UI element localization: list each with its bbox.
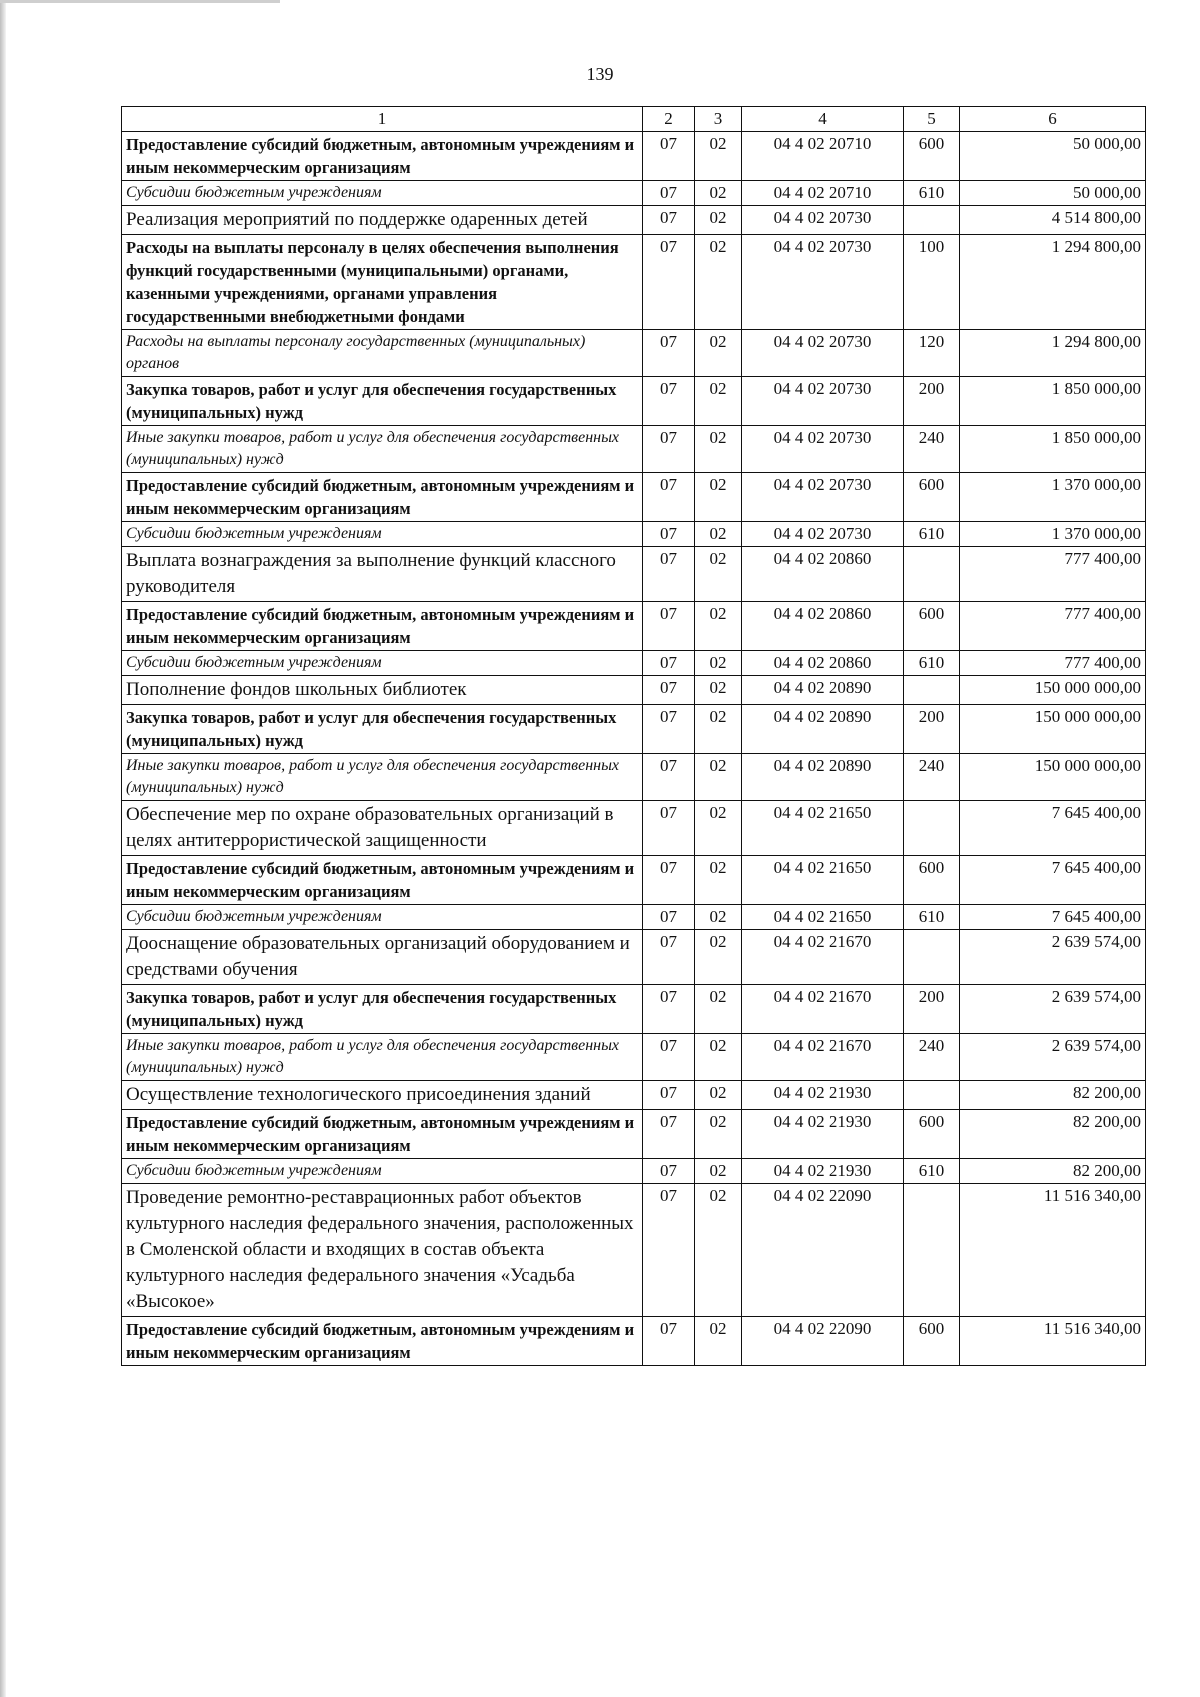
row-section-cell: 07 (643, 754, 695, 801)
row-section-cell: 07 (643, 676, 695, 705)
row-name-cell: Субсидии бюджетным учреждениям (122, 1159, 643, 1184)
table-row (122, 426, 1146, 473)
row-expense-type-cell (904, 547, 960, 602)
row-subsection-cell: 02 (695, 1317, 742, 1366)
row-section-cell: 07 (643, 1317, 695, 1366)
row-name-cell: Предоставление субсидий бюджетным, автономным учреждениям и иным некоммерческим организациям (122, 602, 643, 651)
row-target-code-cell: 04 4 02 20890 (742, 754, 904, 801)
row-subsection-cell: 02 (695, 651, 742, 676)
table-row (122, 651, 1146, 676)
row-section-cell: 07 (643, 1110, 695, 1159)
row-subsection-cell: 02 (695, 905, 742, 930)
row-subsection-cell: 02 (695, 1159, 742, 1184)
row-expense-type-cell: 120 (904, 330, 960, 377)
row-expense-type-cell: 610 (904, 905, 960, 930)
row-name-cell: Проведение ремонтно-реставрационных работ объектов культурного наследия федерального значения, расположенных в Смоленской области и входящих в состав объекта культурного наследия федерального значения «Усадьба «Высокое» (122, 1184, 643, 1317)
row-section-cell: 07 (643, 1081, 695, 1110)
table-row (122, 676, 1146, 705)
row-target-code-cell: 04 4 02 20710 (742, 132, 904, 181)
row-section-cell: 07 (643, 377, 695, 426)
row-target-code-cell: 04 4 02 20730 (742, 426, 904, 473)
row-name-cell: Иные закупки товаров, работ и услуг для обеспечения государственных (муниципальных) нужд (122, 1034, 643, 1081)
row-amount-cell: 150 000 000,00 (960, 676, 1146, 705)
row-section-cell: 07 (643, 1034, 695, 1081)
row-subsection-cell: 02 (695, 754, 742, 801)
header-col-2: 2 (643, 107, 695, 132)
row-subsection-cell: 02 (695, 602, 742, 651)
row-subsection-cell: 02 (695, 1184, 742, 1317)
row-subsection-cell: 02 (695, 377, 742, 426)
table-row (122, 235, 1146, 330)
row-name-cell: Дооснащение образовательных организаций оборудованием и средствами обучения (122, 930, 643, 985)
row-expense-type-cell (904, 206, 960, 235)
row-name-cell: Иные закупки товаров, работ и услуг для обеспечения государственных (муниципальных) нужд (122, 426, 643, 473)
row-section-cell: 07 (643, 235, 695, 330)
row-expense-type-cell: 240 (904, 1034, 960, 1081)
row-subsection-cell: 02 (695, 930, 742, 985)
row-expense-type-cell: 600 (904, 1317, 960, 1366)
row-subsection-cell: 02 (695, 801, 742, 856)
row-amount-cell: 1 294 800,00 (960, 330, 1146, 377)
row-amount-cell: 50 000,00 (960, 181, 1146, 206)
row-amount-cell: 1 294 800,00 (960, 235, 1146, 330)
row-expense-type-cell: 610 (904, 1159, 960, 1184)
row-section-cell: 07 (643, 473, 695, 522)
row-expense-type-cell: 600 (904, 1110, 960, 1159)
row-target-code-cell: 04 4 02 22090 (742, 1317, 904, 1366)
row-section-cell: 07 (643, 132, 695, 181)
row-expense-type-cell: 600 (904, 856, 960, 905)
row-subsection-cell: 02 (695, 985, 742, 1034)
table-row (122, 1110, 1146, 1159)
row-amount-cell: 11 516 340,00 (960, 1184, 1146, 1317)
table-row (122, 801, 1146, 856)
row-name-cell: Закупка товаров, работ и услуг для обеспечения государственных (муниципальных) нужд (122, 705, 643, 754)
row-expense-type-cell: 200 (904, 705, 960, 754)
row-amount-cell: 50 000,00 (960, 132, 1146, 181)
row-target-code-cell: 04 4 02 20710 (742, 181, 904, 206)
row-expense-type-cell (904, 1081, 960, 1110)
row-section-cell: 07 (643, 602, 695, 651)
row-section-cell: 07 (643, 801, 695, 856)
row-expense-type-cell: 240 (904, 754, 960, 801)
table-row (122, 1034, 1146, 1081)
table-row (122, 522, 1146, 547)
row-expense-type-cell: 600 (904, 602, 960, 651)
row-section-cell: 07 (643, 1159, 695, 1184)
row-target-code-cell: 04 4 02 20730 (742, 206, 904, 235)
row-expense-type-cell: 610 (904, 522, 960, 547)
header-row (122, 107, 1146, 132)
row-expense-type-cell: 610 (904, 651, 960, 676)
row-amount-cell: 2 639 574,00 (960, 930, 1146, 985)
row-target-code-cell: 04 4 02 21670 (742, 985, 904, 1034)
row-amount-cell: 7 645 400,00 (960, 856, 1146, 905)
header-col-3: 3 (695, 107, 742, 132)
header-col-5: 5 (904, 107, 960, 132)
row-name-cell: Закупка товаров, работ и услуг для обеспечения государственных (муниципальных) нужд (122, 377, 643, 426)
table-row (122, 1081, 1146, 1110)
row-target-code-cell: 04 4 02 21670 (742, 930, 904, 985)
row-section-cell: 07 (643, 651, 695, 676)
row-name-cell: Пополнение фондов школьных библиотек (122, 676, 643, 705)
row-amount-cell: 1 370 000,00 (960, 473, 1146, 522)
table-row (122, 377, 1146, 426)
row-section-cell: 07 (643, 426, 695, 473)
row-amount-cell: 777 400,00 (960, 602, 1146, 651)
table-row (122, 473, 1146, 522)
row-target-code-cell: 04 4 02 20730 (742, 235, 904, 330)
row-section-cell: 07 (643, 985, 695, 1034)
row-target-code-cell: 04 4 02 21930 (742, 1110, 904, 1159)
table-row (122, 905, 1146, 930)
table-row (122, 1184, 1146, 1317)
row-expense-type-cell: 200 (904, 985, 960, 1034)
row-target-code-cell: 04 4 02 21930 (742, 1081, 904, 1110)
row-expense-type-cell: 100 (904, 235, 960, 330)
table-row (122, 1317, 1146, 1366)
row-section-cell: 07 (643, 1184, 695, 1317)
table-row (122, 602, 1146, 651)
row-amount-cell: 777 400,00 (960, 651, 1146, 676)
header-col-6: 6 (960, 107, 1146, 132)
row-target-code-cell: 04 4 02 21650 (742, 905, 904, 930)
row-name-cell: Субсидии бюджетным учреждениям (122, 905, 643, 930)
row-name-cell: Обеспечение мер по охране образовательных организаций в целях антитеррористической защищенности (122, 801, 643, 856)
row-name-cell: Выплата вознаграждения за выполнение функций классного руководителя (122, 547, 643, 602)
row-subsection-cell: 02 (695, 1110, 742, 1159)
row-target-code-cell: 04 4 02 20890 (742, 705, 904, 754)
row-amount-cell: 82 200,00 (960, 1110, 1146, 1159)
table-row (122, 705, 1146, 754)
row-subsection-cell: 02 (695, 705, 742, 754)
row-target-code-cell: 04 4 02 20860 (742, 547, 904, 602)
row-expense-type-cell: 600 (904, 473, 960, 522)
row-name-cell: Субсидии бюджетным учреждениям (122, 651, 643, 676)
row-subsection-cell: 02 (695, 235, 742, 330)
row-section-cell: 07 (643, 705, 695, 754)
row-subsection-cell: 02 (695, 426, 742, 473)
row-amount-cell: 82 200,00 (960, 1081, 1146, 1110)
row-name-cell: Субсидии бюджетным учреждениям (122, 181, 643, 206)
row-subsection-cell: 02 (695, 473, 742, 522)
table-row (122, 985, 1146, 1034)
row-amount-cell: 82 200,00 (960, 1159, 1146, 1184)
row-section-cell: 07 (643, 905, 695, 930)
row-name-cell: Предоставление субсидий бюджетным, автономным учреждениям и иным некоммерческим организациям (122, 1110, 643, 1159)
row-subsection-cell: 02 (695, 522, 742, 547)
row-amount-cell: 1 850 000,00 (960, 377, 1146, 426)
row-subsection-cell: 02 (695, 206, 742, 235)
row-subsection-cell: 02 (695, 676, 742, 705)
page-number: 139 (586, 64, 614, 84)
row-amount-cell: 150 000 000,00 (960, 754, 1146, 801)
header-col-1: 1 (122, 107, 643, 132)
row-section-cell: 07 (643, 206, 695, 235)
row-target-code-cell: 04 4 02 20890 (742, 676, 904, 705)
row-name-cell: Субсидии бюджетным учреждениям (122, 522, 643, 547)
row-name-cell: Расходы на выплаты персоналу в целях обеспечения выполнения функций государственными (муниципальными) органами, казенными учреждениями, органами управления государственными внебюджетными фондами (122, 235, 643, 330)
row-subsection-cell: 02 (695, 856, 742, 905)
row-name-cell: Расходы на выплаты персоналу государственных (муниципальных) органов (122, 330, 643, 377)
table-row (122, 206, 1146, 235)
row-section-cell: 07 (643, 522, 695, 547)
row-amount-cell: 4 514 800,00 (960, 206, 1146, 235)
row-name-cell: Реализация мероприятий по поддержке одаренных детей (122, 206, 643, 235)
row-target-code-cell: 04 4 02 20860 (742, 602, 904, 651)
row-expense-type-cell: 610 (904, 181, 960, 206)
row-target-code-cell: 04 4 02 21670 (742, 1034, 904, 1081)
row-subsection-cell: 02 (695, 181, 742, 206)
row-amount-cell: 2 639 574,00 (960, 985, 1146, 1034)
table-row (122, 547, 1146, 602)
row-amount-cell: 7 645 400,00 (960, 905, 1146, 930)
row-target-code-cell: 04 4 02 21650 (742, 856, 904, 905)
table-body (122, 132, 1146, 1366)
row-target-code-cell: 04 4 02 20860 (742, 651, 904, 676)
row-target-code-cell: 04 4 02 20730 (742, 330, 904, 377)
row-target-code-cell: 04 4 02 20730 (742, 473, 904, 522)
header-col-4: 4 (742, 107, 904, 132)
row-expense-type-cell: 600 (904, 132, 960, 181)
row-amount-cell: 7 645 400,00 (960, 801, 1146, 856)
budget-table (121, 106, 1146, 1366)
row-subsection-cell: 02 (695, 132, 742, 181)
table-row (122, 181, 1146, 206)
row-expense-type-cell: 240 (904, 426, 960, 473)
row-section-cell: 07 (643, 930, 695, 985)
row-subsection-cell: 02 (695, 1034, 742, 1081)
row-expense-type-cell (904, 801, 960, 856)
row-amount-cell: 777 400,00 (960, 547, 1146, 602)
row-subsection-cell: 02 (695, 547, 742, 602)
row-expense-type-cell: 200 (904, 377, 960, 426)
row-name-cell: Предоставление субсидий бюджетным, автономным учреждениям и иным некоммерческим организациям (122, 856, 643, 905)
row-target-code-cell: 04 4 02 21650 (742, 801, 904, 856)
table-row (122, 1159, 1146, 1184)
table-row (122, 132, 1146, 181)
table-row (122, 856, 1146, 905)
row-amount-cell: 11 516 340,00 (960, 1317, 1146, 1366)
row-target-code-cell: 04 4 02 20730 (742, 377, 904, 426)
scan-top-shadow (0, 0, 280, 3)
row-name-cell: Закупка товаров, работ и услуг для обеспечения государственных (муниципальных) нужд (122, 985, 643, 1034)
row-name-cell: Предоставление субсидий бюджетным, автономным учреждениям и иным некоммерческим организациям (122, 1317, 643, 1366)
row-expense-type-cell (904, 676, 960, 705)
row-amount-cell: 150 000 000,00 (960, 705, 1146, 754)
row-target-code-cell: 04 4 02 20730 (742, 522, 904, 547)
row-name-cell: Осуществление технологического присоединения зданий (122, 1081, 643, 1110)
row-name-cell: Иные закупки товаров, работ и услуг для обеспечения государственных (муниципальных) нужд (122, 754, 643, 801)
row-name-cell: Предоставление субсидий бюджетным, автономным учреждениям и иным некоммерческим организациям (122, 473, 643, 522)
row-section-cell: 07 (643, 330, 695, 377)
row-section-cell: 07 (643, 181, 695, 206)
row-amount-cell: 1 370 000,00 (960, 522, 1146, 547)
row-name-cell: Предоставление субсидий бюджетным, автономным учреждениям и иным некоммерческим организациям (122, 132, 643, 181)
row-subsection-cell: 02 (695, 330, 742, 377)
row-amount-cell: 2 639 574,00 (960, 1034, 1146, 1081)
row-section-cell: 07 (643, 856, 695, 905)
table-row (122, 330, 1146, 377)
row-expense-type-cell (904, 1184, 960, 1317)
row-amount-cell: 1 850 000,00 (960, 426, 1146, 473)
row-target-code-cell: 04 4 02 21930 (742, 1159, 904, 1184)
table-row (122, 930, 1146, 985)
row-subsection-cell: 02 (695, 1081, 742, 1110)
row-section-cell: 07 (643, 547, 695, 602)
table-row (122, 754, 1146, 801)
scan-edge-shadow (0, 0, 6, 1697)
row-expense-type-cell (904, 930, 960, 985)
row-target-code-cell: 04 4 02 22090 (742, 1184, 904, 1317)
